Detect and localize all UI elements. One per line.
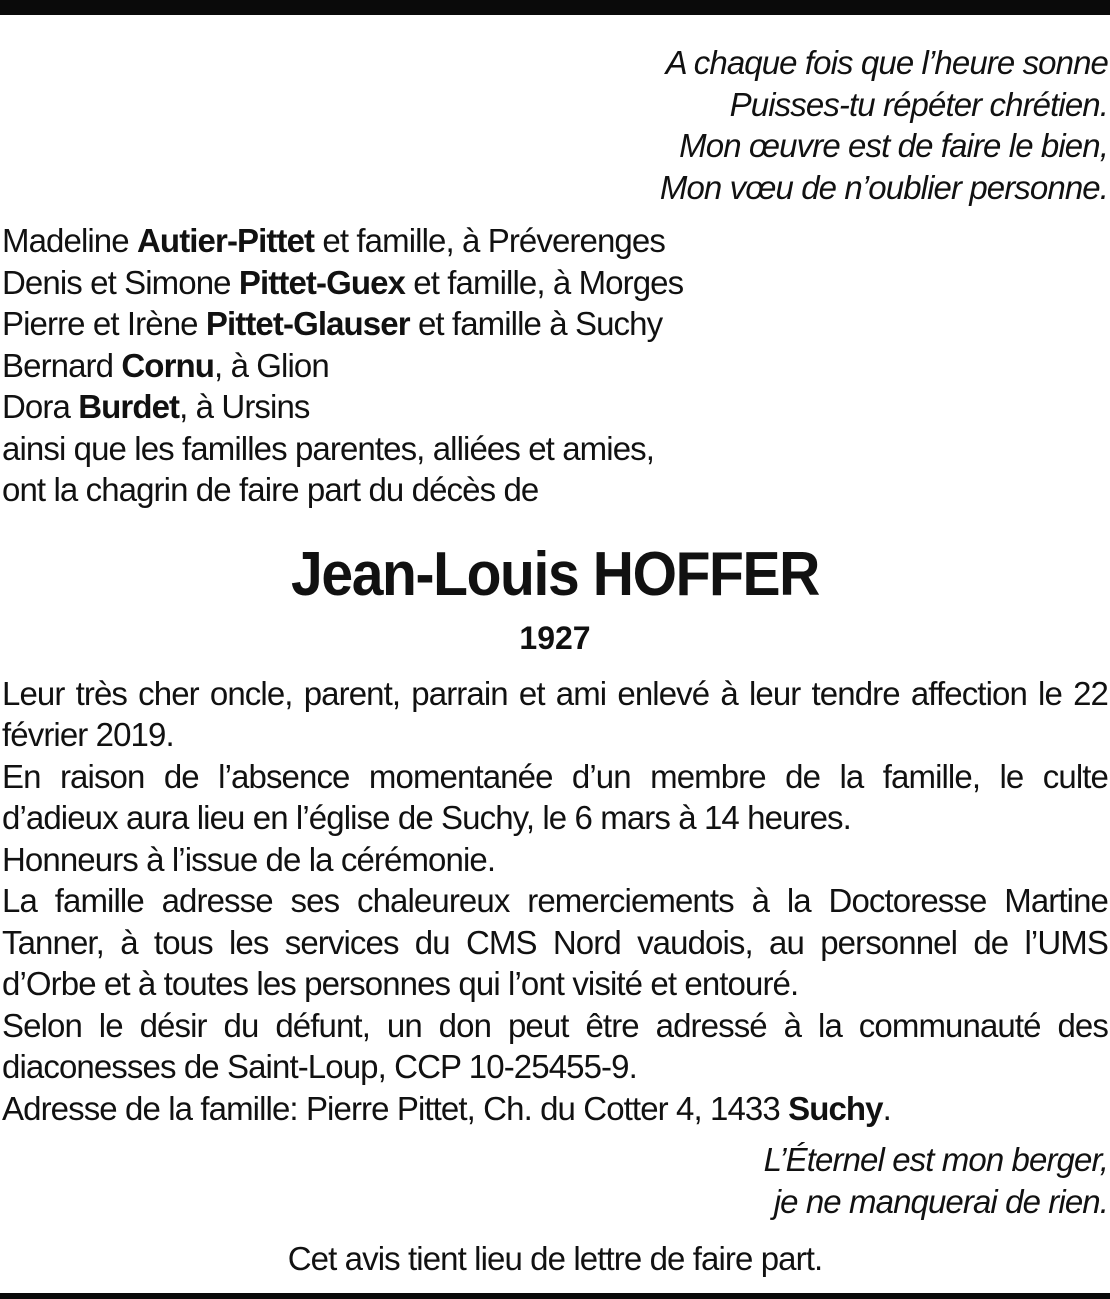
verse-line: Mon œuvre est de faire le bien, — [679, 127, 1108, 164]
family-address — [2, 1088, 1108, 1130]
family-first-names: Pierre et Irène — [2, 305, 206, 342]
family-list — [2, 220, 1108, 511]
verse-line: Mon vœu de n’oublier personne. — [659, 168, 1108, 206]
family-line — [2, 303, 1108, 345]
family-location: , à Glion — [214, 346, 329, 384]
deceased-name: Jean-Louis HOFFER — [291, 539, 819, 609]
address-town: Suchy — [788, 1089, 883, 1127]
body-paragraph: La famille adresse ses chaleureux remerciements à la Doctoresse Martine Tanner, à tous les services du CMS Nord vaudois, au personnel de l’UMS d’Orbe et à toutes les personnes qui l’ont visité et entouré. — [2, 882, 1108, 1002]
deceased-birth-year: 1927 — [519, 619, 591, 656]
closing-verse-line: L’Éternel est mon berger, — [763, 1141, 1108, 1178]
body-paragraph: Honneurs à l’issue de la cérémonie. — [2, 840, 496, 878]
body-paragraph: Selon le désir du défunt, un don peut être adressé à la communauté des diaconesses de Saint-Loup, CCP 10-25455-9. — [2, 1006, 1108, 1085]
opening-verse — [2, 42, 1108, 208]
family-first-names: Bernard — [2, 346, 122, 384]
family-location: et famille à Suchy — [409, 305, 663, 342]
closing-verse — [2, 1139, 1108, 1222]
verse-line: Puisses-tu répéter chrétien. — [729, 85, 1108, 123]
family-first-names: Denis et Simone — [2, 263, 239, 301]
family-surname: Burdet — [78, 388, 180, 425]
family-tail-line: ainsi que les familles parentes, alliées et amies, — [2, 429, 655, 467]
verse-line: A chaque fois que l’heure sonne — [665, 44, 1108, 81]
top-rule — [0, 0, 1110, 15]
family-surname: Pittet-Guex — [238, 263, 406, 301]
address-period: . — [882, 1089, 891, 1127]
family-line — [2, 220, 1108, 262]
family-tail-line: ont la chagrin de faire part du décès de — [2, 471, 539, 508]
family-first-names: Dora — [2, 388, 79, 425]
footer-note: Cet avis tient lieu de lettre de faire part. — [287, 1240, 823, 1277]
obituary-notice — [2, 42, 1108, 1280]
family-line — [2, 386, 1108, 428]
family-location: , à Ursins — [179, 388, 310, 425]
body-paragraph: En raison de l’absence momentanée d’un membre de la famille, le culte d’adieux aura lieu en l’église de Suchy, le 6 mars à 14 heures. — [2, 757, 1108, 836]
body-paragraph: Leur très cher oncle, parent, parrain et ami enlevé à leur tendre affection le 22 février 2019. — [2, 674, 1108, 753]
family-line — [2, 262, 1108, 304]
family-location: et famille, à Préverenges — [314, 222, 665, 259]
family-surname: Pittet-Glauser — [205, 305, 410, 342]
address-text: Adresse de la famille: Pierre Pittet, Ch. du Cotter 4, 1433 — [2, 1089, 789, 1127]
family-surname: Autier-Pittet — [137, 222, 315, 259]
notice-body — [2, 673, 1108, 1130]
closing-verse-line: je ne manquerai de rien. — [773, 1182, 1108, 1220]
family-line — [2, 345, 1108, 387]
family-first-names: Madeline — [2, 222, 137, 259]
family-location: et famille, à Morges — [405, 263, 684, 301]
family-surname: Cornu — [121, 346, 215, 384]
bottom-rule — [0, 1293, 1110, 1299]
